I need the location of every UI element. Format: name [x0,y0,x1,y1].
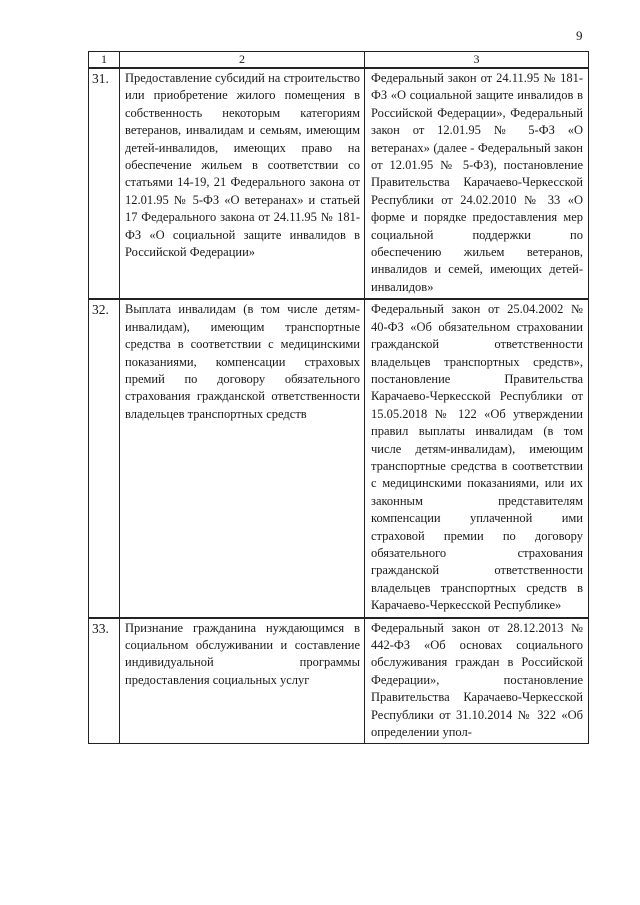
services-table [88,51,589,744]
column-header-2: 2 [120,52,365,69]
service-name-cell: Выплата инвалидам (в том числе детям-инвалидам), имеющим транспортные средства в соответствии с медицинскими показаниями, компенсации страховых премий по договору обязательного страхования гражданской ответственности владельцев транспортных средств [120,299,365,617]
table-row [89,299,589,617]
row-number: 33. [89,618,120,744]
table-row [89,68,589,299]
table-header-row [89,52,589,69]
row-number: 31. [89,68,120,299]
page-number: 9 [576,28,583,43]
service-name-cell: Признание гражданина нуждающимся в социальном обслуживании и составление индивидуальной программы предоставления социальных услуг [120,618,365,744]
service-name-cell: Предоставление субсидий на строительство или приобретение жилого помещения в собственность некоторым категориям ветеранов, инвалидам и семьям, имеющим детей-инвалидов, имеющих право на обеспечение жильем в соответствии со статьями 14-19, 21 Федерального закона от 12.01.95 № 5-ФЗ «О ветеранах» и статьей 17 Федерального закона от 24.11.95 № 181-ФЗ «О социальной защите инвалидов в Российской Федерации» [120,68,365,299]
column-header-3: 3 [365,52,589,69]
legal-basis-cell: Федеральный закон от 24.11.95 № 181-ФЗ «О социальной защите инвалидов в Российской Федерации», Федеральный закон от 12.01.95 № 5-ФЗ «О ветеранах» (далее - Федеральный закон от 12.01.95 № 5-ФЗ), постановление Правительства Карачаево-Черкесской Республики от 24.02.2010 № 33 «О форме и порядке предоставления мер социальной поддержки по обеспечению жильем ветеранов, инвалидов и семей, имеющих детей-инвалидов» [365,68,589,299]
table-row [89,618,589,744]
row-number: 32. [89,299,120,617]
column-header-1: 1 [89,52,120,69]
legal-basis-cell: Федеральный закон от 25.04.2002 № 40-ФЗ «Об обязательном страховании гражданской ответственности владельцев транспортных средств», постановление Правительства Карачаево-Черкесской Республики от 15.05.2018 № 122 «Об утверждении правил выплаты инвалидам (в том числе детям-инвалидам), имеющим транспортные средства в соответствии с медицинскими показаниями, или их законным представителям компенсации уплаченной ими страховой премии по договору обязательного страхования гражданской ответственности владельцев транспортных средств в Карачаево-Черкесской Республике» [365,299,589,617]
legal-basis-cell: Федеральный закон от 28.12.2013 № 442-ФЗ «Об основах социального обслуживания граждан в Российской Федерации», постановление Правительства Карачаево-Черкесской Республики от 31.10.2014 № 322 «Об определении упол- [365,618,589,744]
